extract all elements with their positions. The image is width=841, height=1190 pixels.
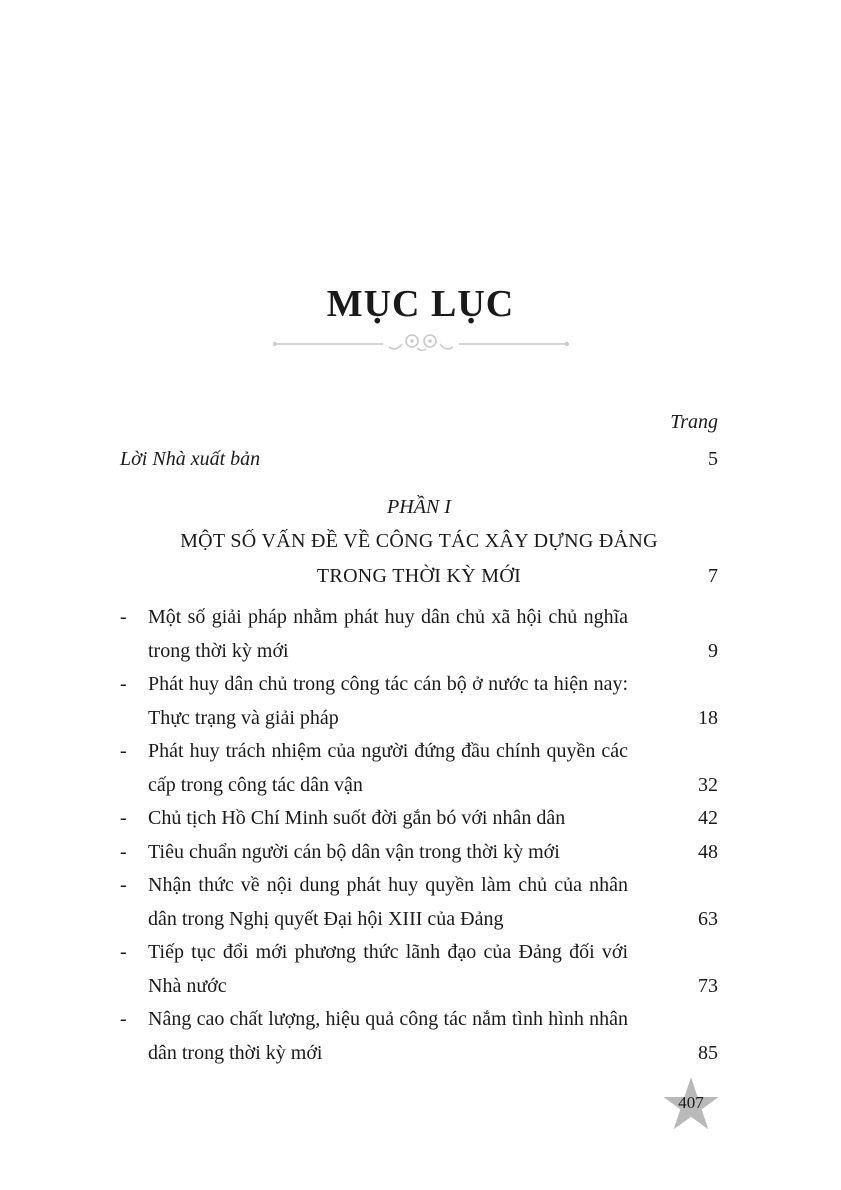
preface-page-number: 5: [708, 448, 718, 470]
entry-title: Nhận thức về nội dung phát huy quyền làm chủ của nhân dân trong Nghị quyết Đại hội XIII của Đảng: [148, 874, 628, 930]
footer-page-marker: [663, 1077, 719, 1131]
scroll-flourish-divider-icon: [271, 331, 571, 355]
ornamental-divider: [0, 331, 841, 355]
part-title-line2: TRONG THỜI KỲ MỚI: [316, 565, 522, 587]
entry-page-number: 85: [698, 1041, 718, 1064]
toc-entry: [120, 869, 718, 936]
entry-page-number: 48: [698, 840, 718, 863]
footer-page-number: 407: [678, 1093, 704, 1112]
entry-dash-marker: -: [120, 807, 127, 829]
part-title-line1: MỘT SỐ VẤN ĐỀ VỀ CÔNG TÁC XÂY DỰNG ĐẢNG: [180, 530, 658, 552]
entry-title: Phát huy trách nhiệm của người đứng đầu chính quyền các cấp trong công tác dân vận: [148, 740, 628, 796]
part-page-number: 7: [708, 565, 718, 587]
toc-entry: [120, 936, 718, 1003]
entry-dash-marker: -: [120, 941, 127, 963]
entry-title: Một số giải pháp nhằm phát huy dân chủ xã hội chủ nghĩa trong thời kỳ mới: [148, 606, 628, 662]
entry-title: Tiếp tục đổi mới phương thức lãnh đạo của Đảng đối với Nhà nước: [148, 941, 628, 997]
toc-content: [0, 405, 841, 1070]
part-title-row: [120, 559, 718, 594]
entry-page-number: 32: [698, 773, 718, 796]
toc-entry: [120, 1003, 718, 1070]
page-title: MỤC LỤC: [326, 283, 515, 325]
entry-page-number: 18: [698, 706, 718, 729]
entry-title: Tiêu chuẩn người cán bộ dân vận trong thời kỳ mới: [148, 840, 560, 863]
toc-entry: [120, 601, 718, 668]
page-column-header: Trang: [670, 411, 718, 433]
entry-page-number: 63: [698, 907, 718, 930]
toc-entry: [120, 836, 718, 870]
entry-dash-marker: -: [120, 740, 127, 762]
toc-entry: [120, 802, 718, 836]
toc-entry: [120, 735, 718, 802]
entry-dash-marker: -: [120, 1008, 127, 1030]
toc-entries: [120, 601, 718, 1070]
entry-page-number: 73: [698, 974, 718, 997]
entry-dash-marker: -: [120, 874, 127, 896]
entry-page-number: 9: [708, 639, 718, 662]
entry-dash-marker: -: [120, 840, 127, 863]
entry-title: Phát huy dân chủ trong công tác cán bộ ở nước ta hiện nay: Thực trạng và giải pháp: [148, 673, 628, 729]
toc-entry: [120, 668, 718, 735]
toc-preface-row: [120, 442, 718, 476]
entry-title: Chủ tịch Hồ Chí Minh suốt đời gắn bó với nhân dân: [148, 807, 566, 829]
entry-title: Nâng cao chất lượng, hiệu quả công tác nắm tình hình nhân dân trong thời kỳ mới: [148, 1008, 628, 1064]
preface-label: Lời Nhà xuất bản: [120, 448, 261, 470]
entry-page-number: 42: [698, 807, 718, 829]
entry-dash-marker: -: [120, 673, 127, 695]
entry-dash-marker: -: [120, 606, 127, 628]
part-label: PHẦN I: [387, 496, 451, 518]
